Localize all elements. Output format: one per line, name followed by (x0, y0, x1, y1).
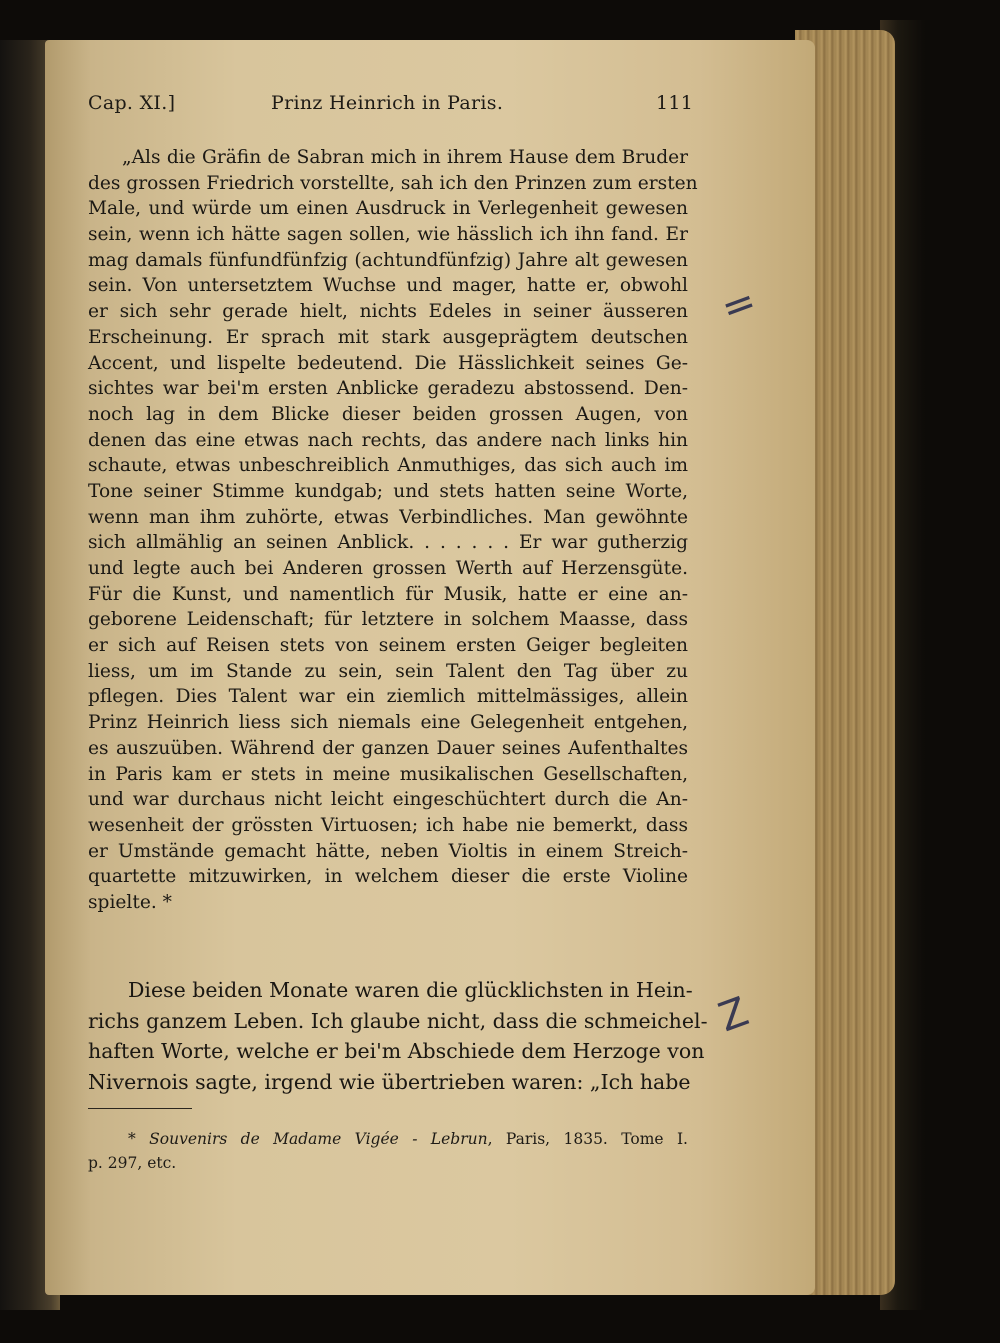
text-line: er Umstände gemacht hätte, neben Violtis in einem Streich- (88, 840, 688, 862)
footnote-details: , Paris, 1835. Tome I. (487, 1130, 688, 1148)
text-line: „Als die Gräfin de Sabran mich in ihrem Hause dem Bruder (122, 147, 688, 168)
text-line: er sich sehr gerade hielt, nichts Edeles in seiner äusseren (88, 301, 688, 323)
text-line: richs ganzem Leben. Ich glaube nicht, dass die schmeichel- (88, 1008, 708, 1033)
text-line: Erscheinung. Er sprach mit stark ausgeprägtem deutschen (88, 326, 688, 348)
text-line: spielte. * (88, 891, 172, 913)
text-line: Prinz Heinrich liess sich niemals eine Gelegenheit entgehen, (88, 712, 688, 734)
text-line: Male, und würde um einen Ausdruck in Verlegenheit gewesen (88, 198, 688, 220)
footnote-line: p. 297, etc. (88, 1154, 177, 1172)
footnote-work-title: Souvenirs de Madame Vigée - Lebrun (149, 1130, 488, 1148)
text-line: Accent, und lispelte bedeutend. Die Hässlichkeit seines Ge- (88, 352, 688, 374)
text-line: Für die Kunst, und namentlich für Musik, hatte er eine an- (88, 583, 688, 605)
text-line: sich allmählig an seinen Anblick. . . . . . . Er war gutherzig (88, 532, 688, 554)
body-paragraph (88, 975, 708, 1097)
footnote-marker: * (128, 1130, 136, 1148)
text-line: und war durchaus nicht leicht eingeschüchtert durch die An- (88, 789, 688, 811)
text-line: Nivernois sagte, irgend wie übertrieben waren: „Ich habe (88, 1069, 691, 1094)
quotation-text (88, 145, 698, 916)
text-line: sein. Von untersetztem Wuchse und mager, hatte er, obwohl (88, 275, 688, 297)
text-line: er sich auf Reisen stets von seinem ersten Geiger begleiten (88, 635, 688, 657)
text-line: quartette mitzuwirken, in welchem dieser die erste Violine (88, 866, 688, 888)
text-line: haften Worte, welche er bei'm Abschiede dem Herzoge von (88, 1039, 705, 1063)
text-line: denen das eine etwas nach rechts, das andere nach links hin (88, 429, 688, 451)
text-line: es auszuüben. Während der ganzen Dauer seines Aufenthaltes (88, 737, 688, 759)
text-line: geborene Leidenschaft; für letztere in solchem Maasse, dass (88, 609, 688, 631)
footnote (88, 1127, 688, 1175)
text-line: des grossen Friedrich vorstellte, sah ich den Prinzen zum ersten (88, 172, 698, 194)
text-line: und legte auch bei Anderen grossen Werth auf Herzensgüte. (88, 558, 688, 579)
text-line: mag damals fünfundfünfzig (achtundfünfzig) Jahre alt gewesen (88, 249, 688, 271)
text-line: noch lag in dem Blicke dieser beiden grossen Augen, von (88, 403, 688, 425)
text-line: pflegen. Dies Talent war ein ziemlich mittelmässiges, allein (88, 686, 688, 708)
text-line: wesenheit der grössten Virtuosen; ich habe nie bemerkt, dass (88, 814, 688, 836)
text-line: in Paris kam er stets in meine musikalischen Gesellschaften, (88, 763, 688, 785)
running-header (88, 92, 694, 122)
margin-mark-z: Z (712, 988, 755, 1042)
footnote-rule (88, 1108, 192, 1109)
text-line: sein, wenn ich hätte sagen sollen, wie hässlich ich ihn fand. Er (88, 224, 688, 246)
text-line: wenn man ihm zuhörte, etwas Verbindliches. Man gewöhnte (88, 506, 688, 528)
text-line: Diese beiden Monate waren die glücklichsten in Hein- (128, 978, 693, 1002)
margin-mark-equals: = (715, 277, 763, 333)
footnote-line (88, 1127, 688, 1151)
text-line: Tone seiner Stimme kundgab; und stets hatten seine Worte, (88, 480, 688, 502)
page-number: 111 (656, 92, 694, 114)
chapter-label: Cap. XI.] (88, 92, 176, 114)
text-line: sichtes war bei'm ersten Anblicke geradezu abstossend. Den- (88, 378, 688, 400)
text-line: schaute, etwas unbeschreiblich Anmuthiges, das sich auch im (88, 455, 688, 477)
page-title: Prinz Heinrich in Paris. (271, 92, 504, 114)
text-line: liess, um im Stande zu sein, sein Talent den Tag über zu (88, 660, 688, 682)
